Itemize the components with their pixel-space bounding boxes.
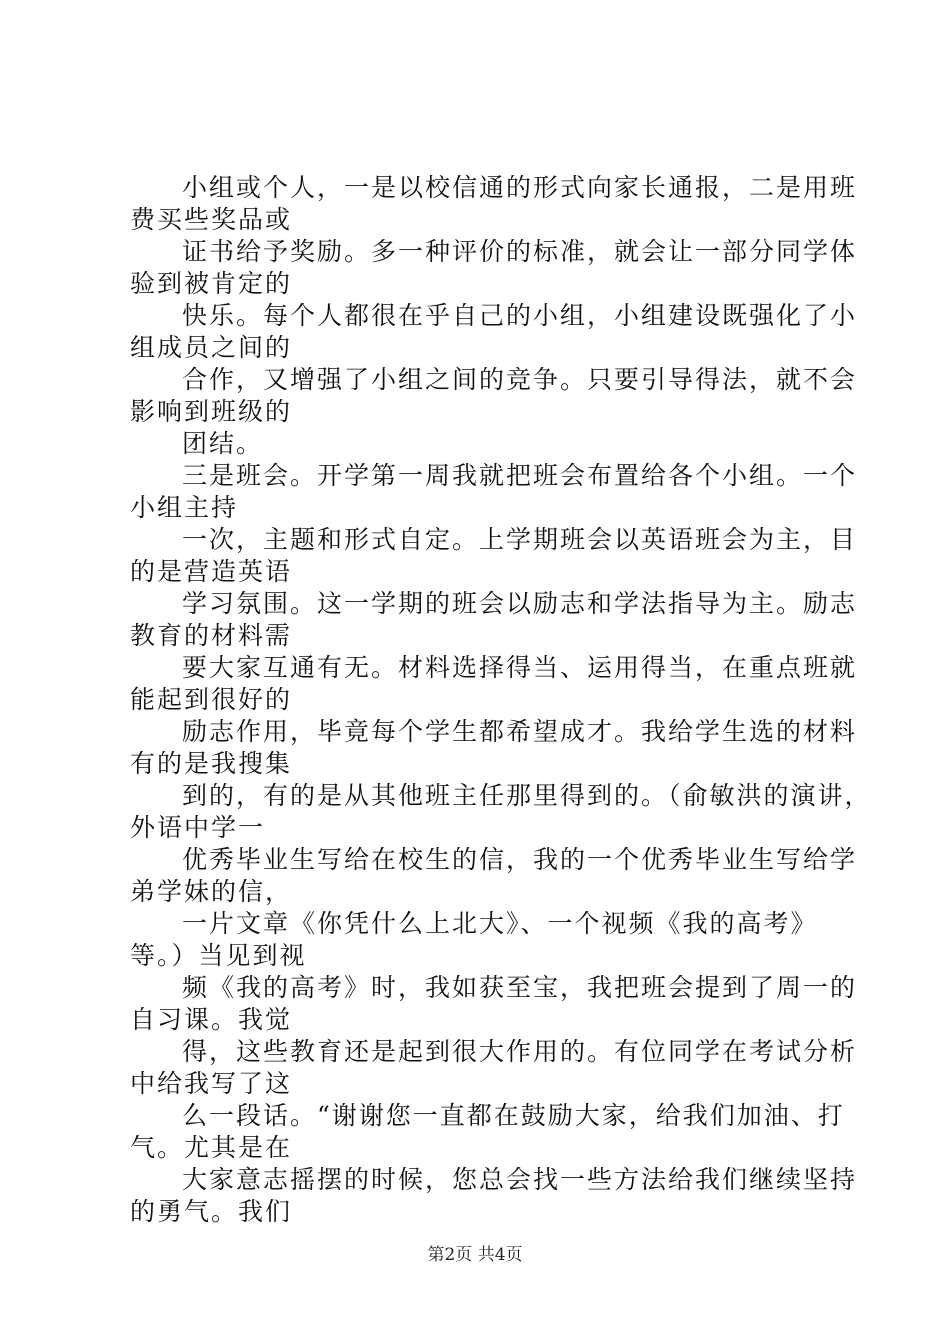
text-line: 快乐。每个人都很在乎自己的小组，小组建设既强化了小 xyxy=(182,301,858,330)
text-line: 频《我的高考》时，我如获至宝，我把班会提到了周一的 xyxy=(182,973,858,1002)
text-line: 优秀毕业生写给在校生的信，我的一个优秀毕业生写给学 xyxy=(182,845,858,874)
text-line: 得，这些教育还是起到很大作用的。有位同学在考试分析 xyxy=(182,1037,858,1066)
text-line: 证书给予奖励。多一种评价的标准，就会让一部分同学体 xyxy=(182,237,858,266)
text-line: 组成员之间的 xyxy=(130,333,293,362)
text-line: 一次，主题和形式自定。上学期班会以英语班会为主，目 xyxy=(182,525,858,554)
text-line: 能起到很好的 xyxy=(130,685,293,714)
text-line: 合作，又增强了小组之间的竞争。只要引导得法，就不会 xyxy=(182,365,858,394)
text-line: 要大家互通有无。材料选择得当、运用得当，在重点班就 xyxy=(182,653,858,682)
text-line: 影响到班级的 xyxy=(130,397,293,426)
text-line: 弟学妹的信， xyxy=(130,877,293,906)
text-line: 励志作用，毕竟每个学生都希望成才。我给学生选的材料 xyxy=(182,717,858,746)
text-line: 三是班会。开学第一周我就把班会布置给各个小组。一个 xyxy=(182,461,858,490)
text-line: 的勇气。我们 xyxy=(130,1197,293,1226)
text-line: 教育的材料需 xyxy=(130,621,293,650)
text-line: 有的是我搜集 xyxy=(130,749,293,778)
text-line: 一片文章《你凭什么上北大》、一个视频《我的高考》 xyxy=(182,909,818,938)
page-footer: 第2页 共4页 xyxy=(427,1245,523,1265)
text-line: 团结。 xyxy=(182,429,264,458)
text-line: 验到被肯定的 xyxy=(130,269,293,298)
text-line: 小组或个人，一是以校信通的形式向家长通报，二是用班 xyxy=(182,173,858,202)
text-line: 到的，有的是从其他班主任那里得到的。（俞敏洪的演讲， xyxy=(182,781,872,810)
text-line: 大家意志摇摆的时候，您总会找一些方法给我们继续坚持 xyxy=(182,1165,858,1194)
document-body xyxy=(130,172,872,1228)
text-line: 费买些奖品或 xyxy=(130,205,293,234)
text-line: 气。尤其是在 xyxy=(130,1133,293,1162)
text-line: 么一段话。“谢谢您一直都在鼓励大家，给我们加油、打 xyxy=(182,1101,845,1130)
text-line: 学习氛围。这一学期的班会以励志和学法指导为主。励志 xyxy=(182,589,858,618)
text-line: 小组主持 xyxy=(130,493,239,522)
text-line: 外语中学一 xyxy=(130,813,266,842)
text-line: 自习课。我觉 xyxy=(130,1005,293,1034)
text-line: 中给我写了这 xyxy=(130,1069,293,1098)
text-line: 等。）当见到视 xyxy=(130,941,307,970)
text-line: 的是营造英语 xyxy=(130,557,293,586)
